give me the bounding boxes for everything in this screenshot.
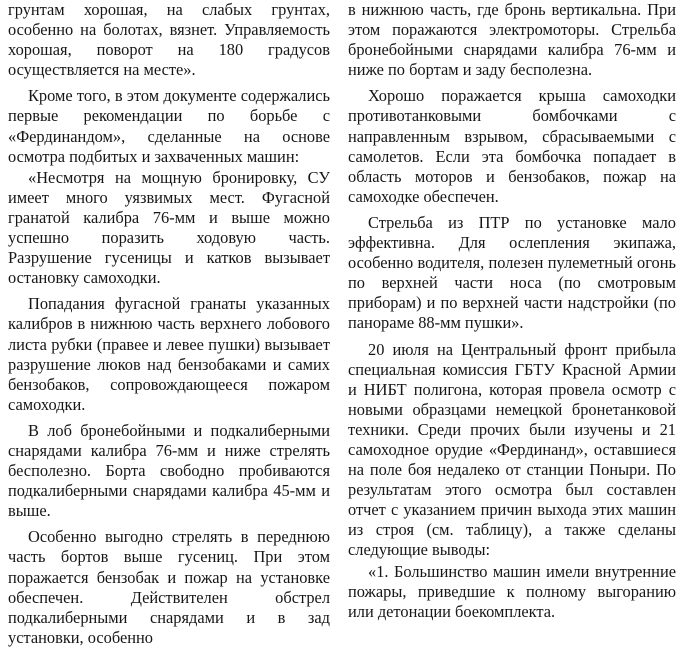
paragraph-antitank-rifle: Стрельба из ПТР по установке мало эффективна. Для ослепления экипажа, особенно водителя, полезен пулеметный огонь по верхней части носа (по смотровым приборам) и по верхней части надстройки (по панораме 88-мм пушки». bbox=[348, 212, 676, 333]
paragraph-roof-bombs: Хорошо поражается крыша самоходки противотанковыми бомбочками с направленным взрывом, сбрасываемыми с самолетов. Если эта бомбочка попадает в область моторов и бензобаков, пожар на самоходке обеспечен. bbox=[348, 86, 676, 206]
right-text-column bbox=[348, 0, 676, 622]
paragraph-frontal-plate-hits: Попадания фугасной гранаты указанных калибров в нижнюю часть верхнего лобового листа рубки (правее и левее пушки) вызывает разрушение люков над бензобаками и самих бензобаков, сопровождающееся пожаром самоходки. bbox=[8, 294, 330, 414]
paragraph-recommendations-intro: Кроме того, в этом документе содержались первые рекомендации по борьбе с «Фердинандом», сделанные на основе осмотра подбитых и захваченных машин: bbox=[8, 86, 330, 166]
paragraph-vulnerable-spots: «Несмотря на мощную бронировку, СУ имеет много уязвимых мест. Фугасной гранатой калибра 76-мм и выше можно успешно поразить ходовую часть. Разрушение гусеницы и катков вызывает остановку самоходки. bbox=[8, 167, 330, 288]
paragraph-side-penetration: В лоб бронебойными и подкалиберными снарядами калибра 76-мм и ниже стрелять бесполезно. Борта свободно пробиваются подкалиберными снарядами калибра 45-мм и выше. bbox=[8, 420, 330, 521]
paragraph-rear-fire-continued: в нижнюю часть, где бронь вертикальна. При этом поражаются электромоторы. Стрельба бронебойными снарядами калибра 76-мм и ниже по бортам и заду бесполезна. bbox=[348, 0, 676, 80]
paragraph-commission-report: 20 июля на Центральный фронт прибыла специальная комиссия ГБТУ Красной Армии и НИБТ полигона, которая провела осмотр с новыми образцами немецкой бронетанковой техники. Среди прочих были изучены и 21 самоходное орудие «Фердинанд», оставшиеся на поле боя недалеко от станции Поныри. По результатам этого осмотра был составлен отчет с указанием причин выхода этих машин из строя (см. таблицу), а также сделаны следующие выводы: bbox=[348, 339, 676, 560]
paragraph-handling-continued: грунтам хорошая, на слабых грунтах, особенно на болотах, вязнет. Управляемость хорошая, поворот на 180 градусов осуществляется на месте». bbox=[8, 0, 330, 80]
paragraph-conclusion-1: «1. Большинство машин имели внутренние пожары, приведшие к полному выгоранию или детонации боекомплекта. bbox=[348, 561, 676, 621]
left-text-column bbox=[8, 0, 330, 648]
paragraph-side-fire-advice: Особенно выгодно стрелять в переднюю часть бортов выше гусениц. При этом поражается бензобак и пожар на установке обеспечен. Действителен обстрел подкалиберными снарядами и в зад установки, особенно bbox=[8, 527, 330, 647]
